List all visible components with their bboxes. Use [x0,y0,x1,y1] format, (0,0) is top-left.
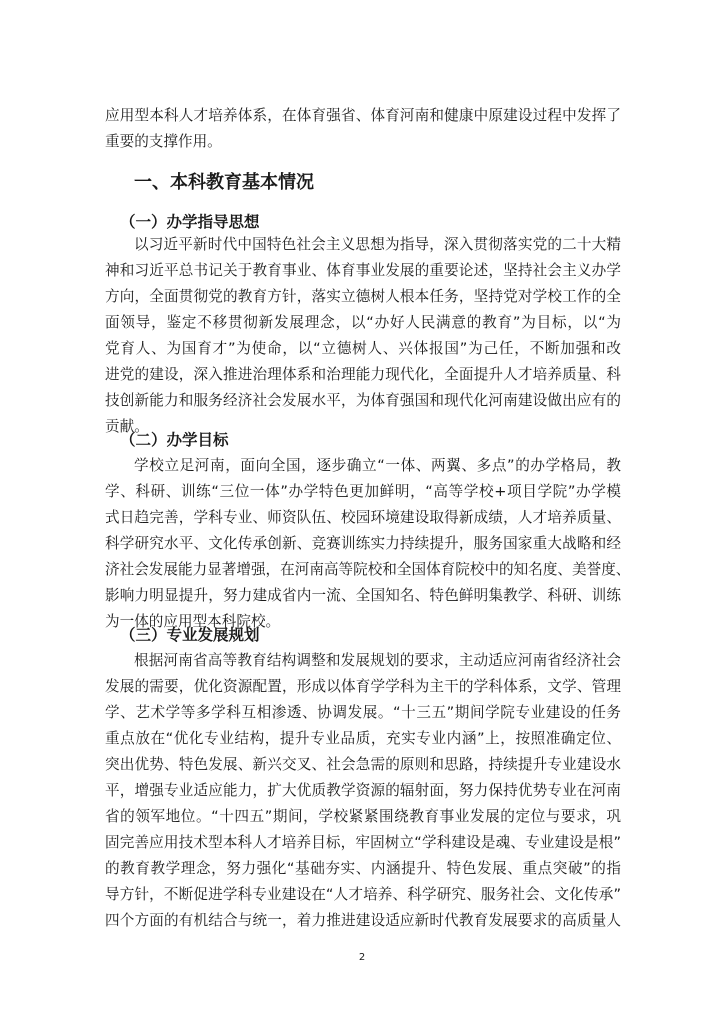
page-number: 2 [358,952,366,963]
paragraph-line: 济社会发展能力显著增强，在河南高等院校和全国体育院校中的知名度、美誉度、 [105,561,631,578]
paragraph-line: 为一体的应用型本科院校。 [105,613,281,630]
paragraph-line: 学、艺术学等多学科互相渗透、协调发展。“十三五”期间学院专业建设的任务 [105,704,621,721]
paragraph-line: 贡献。 [105,418,149,435]
paragraph-line: 技创新能力和服务经济社会发展水平，为体育强国和现代化河南建设做出应有的 [105,392,621,409]
subsection-heading: （二）办学目标 [120,431,229,449]
paragraph-line: 方向，全面贯彻党的教育方针，落实立德树人根本任务，坚持党对学校工作的全 [105,288,621,305]
section-heading: 一、本科教育基本情况 [134,172,314,193]
paragraph-line: 应用型本科人才培养体系，在体育强省、体育河南和健康中原建设过程中发挥了 [105,107,621,124]
paragraph-line: 固完善应用技术型本科人才培养目标，牢固树立“学科建设是魂、专业建设是根” [105,834,621,851]
paragraph-line: 进党的建设，深入推进治理体系和治理能力现代化，全面提升人才培养质量、科 [105,366,621,383]
paragraph-line: 党育人、为国育才”为使命，以“立德树人、兴体报国”为己任，不断加强和改 [105,340,621,357]
paragraph-line: 式日趋完善，学科专业、师资队伍、校园环境建设取得新成绩，人才培养质量、 [105,509,621,526]
paragraph-line: 根据河南省高等教育结构调整和发展规划的要求，主动适应河南省经济社会 [134,652,621,669]
paragraph-line: 发展的需要，优化资源配置，形成以体育学学科为主干的学科体系，文学、管理 [105,678,621,695]
paragraph-line: 学、科研、训练“三位一体”办学特色更加鲜明，“高等学校+项目学院”办学模 [105,483,621,500]
paragraph-line: 省的领军地位。“十四五”期间，学校紧紧围绕教育事业发展的定位与要求，巩 [105,808,621,825]
paragraph-line: 的教育教学理念，努力强化“基础夯实、内涵提升、特色发展、重点突破”的指 [105,860,621,877]
paragraph-line: 突出优势、特色发展、新兴交叉、社会急需的原则和思路，持续提升专业建设水 [105,756,621,773]
paragraph-line: 重点放在“优化专业结构，提升专业品质，充实专业内涵”上，按照准确定位、 [105,730,621,747]
paragraph-line: 以习近平新时代中国特色社会主义思想为指导，深入贯彻落实党的二十大精 [134,236,621,253]
subsection-heading: （一）办学指导思想 [120,213,260,231]
paragraph-line: 平，增强专业适应能力，扩大优质教学资源的辐射面，努力保持优势专业在河南 [105,782,621,799]
paragraph-line: 学校立足河南，面向全国，逐步确立“一体、两翼、多点”的办学格局，教 [134,457,621,474]
paragraph-line: 面领导，鉴定不移贯彻新发展理念，以“办好人民满意的教育”为目标，以“为 [105,314,621,331]
paragraph-line: 科学研究水平、文化传承创新、竞赛训练实力持续提升，服务国家重大战略和经 [105,535,621,552]
subsection-heading: （三）专业发展规划 [120,626,260,644]
paragraph-line: 重要的支撑作用。 [105,133,222,150]
paragraph-line: 四个方面的有机结合与统一，着力推进建设适应新时代教育发展要求的高质量人 [105,912,621,929]
paragraph-line: 神和习近平总书记关于教育事业、体育事业发展的重要论述，坚持社会主义办学 [105,262,621,279]
paragraph-line: 导方针，不断促进学科专业建设在“人才培养、科学研究、服务社会、文化传承” [105,886,621,903]
paragraph-line: 影响力明显提升，努力建成省内一流、全国知名、特色鲜明集教学、科研、训练 [105,587,621,604]
